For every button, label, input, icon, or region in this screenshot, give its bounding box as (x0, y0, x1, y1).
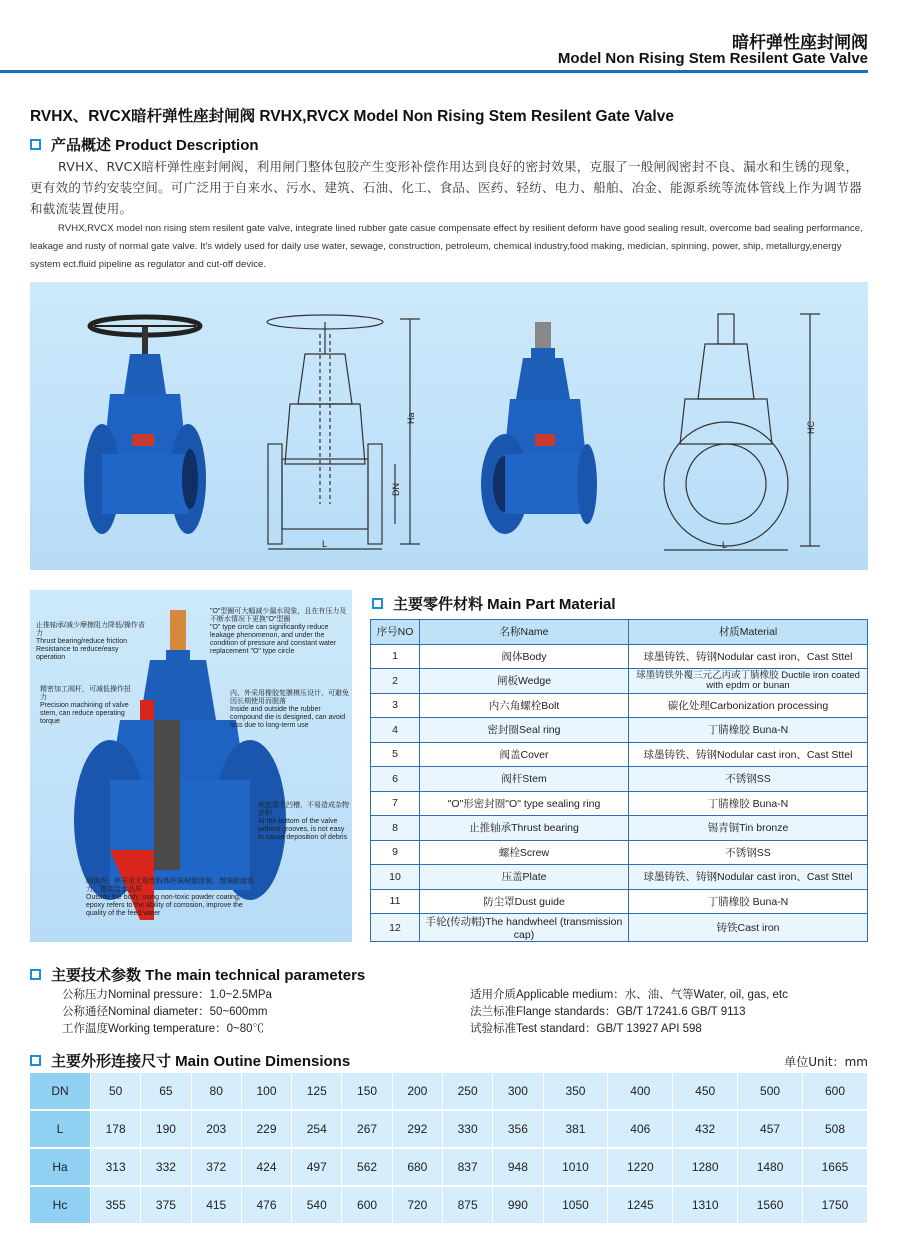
table-cell: 200 (392, 1073, 442, 1110)
dimensions-table (30, 1073, 868, 1225)
cell-material: 球墨铸铁、铸钢Nodular cast iron、Cast Sttel (629, 644, 868, 669)
table-row (371, 644, 868, 669)
cell-material: 球墨铸铁、铸钢Nodular cast iron、Cast Sttel (629, 865, 868, 890)
table-cell: 229 (241, 1110, 291, 1148)
section-main-dimensions (30, 1050, 350, 1071)
params-right (470, 987, 788, 1038)
cell-name: 阀盖Cover (420, 742, 629, 767)
table-row (30, 1073, 868, 1110)
table-cell: 990 (493, 1186, 543, 1224)
table-row (371, 791, 868, 816)
table-cell: 1480 (738, 1148, 803, 1186)
table-cell: 875 (442, 1186, 492, 1224)
cell-name: 阀体Body (420, 644, 629, 669)
table-cell: 1560 (738, 1186, 803, 1224)
square-bullet-icon (30, 969, 41, 980)
cutaway-label-bottom (258, 802, 350, 842)
table-cell: 100 (241, 1073, 291, 1110)
header-title-en: Model Non Rising Stem Resilent Gate Valve (557, 50, 868, 67)
table-cell: 400 (608, 1073, 673, 1110)
cell-no: 9 (371, 840, 420, 865)
table-cell: 837 (442, 1148, 492, 1186)
table-cell: 1310 (673, 1186, 738, 1224)
table-cell: 178 (91, 1110, 141, 1148)
cell-no: 10 (371, 865, 420, 890)
table-header-row (371, 620, 868, 645)
table-cell: 720 (392, 1186, 442, 1224)
table-cell: 600 (802, 1073, 867, 1110)
cell-name: "O"形密封圈"O" type sealing ring (420, 791, 629, 816)
table-cell: 1750 (802, 1186, 867, 1224)
table-cell: 1010 (543, 1148, 608, 1186)
square-bullet-icon (372, 598, 383, 609)
cell-material: 碳化处理Carbonization processing (629, 693, 868, 718)
cell-name: 阀杆Stem (420, 767, 629, 792)
cutaway-label-oring-en: "O" type circle can significantly reduce leakage phenomenon, and under the condition of pressure and constant water replacement "O" type circle (210, 624, 337, 655)
cell-no: 1 (371, 644, 420, 669)
cell-name: 内六角螺栓Bolt (420, 693, 629, 718)
row-header: L (30, 1110, 91, 1148)
param-nominal-pressure: 公称压力Nominal pressure：1.0~2.5MPa (62, 989, 272, 1001)
header-title-cn: 暗杆弹性座封闸阀 (732, 33, 868, 53)
cell-name: 闸板Wedge (420, 669, 629, 694)
cell-name: 防尘罩Dust guide (420, 889, 629, 914)
table-cell: 600 (342, 1186, 392, 1224)
param-applicable-medium: 适用介质Applicable medium：水、油、气等Water, oil, gas, etc (470, 989, 788, 1001)
drawing-label-hc: HC (806, 421, 816, 434)
cell-name: 螺栓Screw (420, 840, 629, 865)
table-cell: 330 (442, 1110, 492, 1148)
square-bullet-icon (30, 139, 41, 150)
col-header-material: 材质Material (629, 620, 868, 645)
table-cell: 292 (392, 1110, 442, 1148)
table-cell: 457 (738, 1110, 803, 1148)
table-cell: 1050 (543, 1186, 608, 1224)
header-divider (0, 70, 868, 73)
table-row (371, 767, 868, 792)
square-bullet-icon (30, 1055, 41, 1066)
table-row (30, 1186, 868, 1224)
row-header: Ha (30, 1148, 91, 1186)
cutaway-label-rubber (230, 690, 350, 730)
table-cell: 500 (738, 1073, 803, 1110)
drawing-label-ha: Ha (406, 412, 416, 424)
table-cell: 680 (392, 1148, 442, 1186)
table-cell: 424 (241, 1148, 291, 1186)
table-row (371, 865, 868, 890)
cutaway-label-stem-cn: 精密加工阀杆，可减低操作扭力 (40, 686, 131, 701)
table-cell: 150 (342, 1073, 392, 1110)
cell-no: 5 (371, 742, 420, 767)
table-cell: 356 (493, 1110, 543, 1148)
cell-name: 密封圈Seal ring (420, 718, 629, 743)
table-cell: 332 (141, 1148, 191, 1186)
cell-material: 锡青铜Tin bronze (629, 816, 868, 841)
parts-material-table (370, 619, 868, 942)
cell-no: 3 (371, 693, 420, 718)
table-cell: 1665 (802, 1148, 867, 1186)
table-row (371, 889, 868, 914)
cell-material: 球墨铸铁、铸钢Nodular cast iron、Cast Sttel (629, 742, 868, 767)
table-cell: 415 (191, 1186, 241, 1224)
table-cell: 125 (292, 1073, 342, 1110)
param-working-temperature: 工作温度Working temperature：0~80℃ (62, 1023, 265, 1035)
params-left (62, 987, 272, 1038)
main-title: RVHX、RVCX暗杆弹性座封闸阀 RVHX,RVCX Model Non Rising Stem Resilent Gate Valve (30, 108, 674, 125)
section-heading: 主要外形连接尺寸 Main Outine Dimensions (51, 1053, 351, 1070)
cutaway-label-thrust-en: Thrust bearing/reduce friction Resistance to reduce/easy operation (36, 638, 128, 661)
cutaway-label-oring (210, 608, 350, 656)
valve-photo-handwheel (80, 304, 210, 554)
table-row (371, 693, 868, 718)
cutaway-label-stem (40, 686, 136, 726)
table-cell: 540 (292, 1186, 342, 1224)
cutaway-diagram-panel (30, 590, 352, 942)
table-cell: 190 (141, 1110, 191, 1148)
section-heading: 主要技术参数 The main technical parameters (51, 967, 366, 984)
cell-material: 丁腈橡胶 Buna-N (629, 889, 868, 914)
cutaway-label-rubber-en: Inside and outside the rubber compound die is designed, can avoid loss due to long-term use (230, 706, 346, 729)
table-cell: 350 (543, 1073, 608, 1110)
cell-material: 球墨铸铁外覆三元乙丙或丁腈橡胶 Ductile iron coated with epdm or bunan (629, 669, 868, 694)
table-cell: 300 (493, 1073, 543, 1110)
cutaway-label-bottom-en: At the bottom of the valve without grooves, is not easy to cause deposition of debris (258, 818, 348, 841)
cell-name: 手轮(传动帽)The handwheel (transmission cap) (420, 914, 629, 942)
cutaway-label-bottom-cn: 阀底部无凹槽，不易造成杂物淤积 (258, 802, 349, 817)
cell-no: 11 (371, 889, 420, 914)
cutaway-label-coating (86, 878, 256, 918)
param-test-standard: 试验标准Test standard：GB/T 13927 API 598 (470, 1023, 702, 1035)
cell-no: 6 (371, 767, 420, 792)
table-cell: 948 (493, 1148, 543, 1186)
row-header: Hc (30, 1186, 91, 1224)
cell-no: 12 (371, 914, 420, 942)
section-product-description (30, 134, 259, 155)
table-row (30, 1148, 868, 1186)
table-row (371, 669, 868, 694)
cell-material: 不锈钢SS (629, 840, 868, 865)
drawing-label-dn: DN (391, 483, 401, 496)
table-row (371, 914, 868, 942)
table-row (371, 742, 868, 767)
product-images-panel (30, 282, 868, 570)
table-cell: 80 (191, 1073, 241, 1110)
table-cell: 508 (802, 1110, 867, 1148)
valve-dimension-drawing-ha (260, 304, 430, 554)
section-technical-parameters (30, 964, 365, 985)
cutaway-label-rubber-cn: 内、外采用橡胶复膜模压设计，可避免因长期使用而脱落 (230, 690, 349, 705)
table-cell: 375 (141, 1186, 191, 1224)
cell-material: 铸铁Cast iron (629, 914, 868, 942)
table-cell: 562 (342, 1148, 392, 1186)
table-cell: 432 (673, 1110, 738, 1148)
section-heading: 产品概述 Product Description (51, 137, 259, 154)
table-cell: 406 (608, 1110, 673, 1148)
table-cell: 254 (292, 1110, 342, 1148)
table-cell: 355 (91, 1186, 141, 1224)
cutaway-label-thrust (36, 622, 148, 662)
cell-material: 丁腈橡胶 Buna-N (629, 791, 868, 816)
cell-no: 2 (371, 669, 420, 694)
col-header-no: 序号NO (371, 620, 420, 645)
table-row (371, 840, 868, 865)
cutaway-label-oring-cn: "O"型圈可大幅减少漏水现象，且在有压力及不断水情况下更换"O"型圈 (210, 608, 347, 623)
cutaway-label-coating-cn: 阀体内、外采用无毒性粉体环氧树脂涂装，增强耐腐蚀力，提高给水品质 (86, 878, 254, 893)
table-row (371, 718, 868, 743)
unit-label: 单位Unit：mm (784, 1055, 868, 1069)
table-cell: 381 (543, 1110, 608, 1148)
valve-dimension-drawing-hc (650, 304, 830, 554)
cell-material: 不锈钢SS (629, 767, 868, 792)
table-cell: 497 (292, 1148, 342, 1186)
table-cell: 50 (91, 1073, 141, 1110)
section-heading: 主要零件材料 Main Part Material (393, 596, 616, 613)
param-nominal-diameter: 公称通径Nominal diameter：50~600mm (62, 1006, 268, 1018)
section-main-part-material (372, 593, 616, 614)
cell-name: 压盖Plate (420, 865, 629, 890)
cell-material: 丁腈橡胶 Buna-N (629, 718, 868, 743)
cutaway-label-stem-en: Precision machining of valve stem, can reduce operating torque (40, 702, 129, 725)
table-cell: 1280 (673, 1148, 738, 1186)
cell-no: 7 (371, 791, 420, 816)
table-cell: 1220 (608, 1148, 673, 1186)
table-row (371, 816, 868, 841)
table-cell: 65 (141, 1073, 191, 1110)
row-header: DN (30, 1073, 91, 1110)
cell-no: 4 (371, 718, 420, 743)
description-cn: RVHX、RVCX暗杆弹性座封闸阀，利用闸门整体包胶产生变形补偿作用达到良好的密封效果，克服了一般闸阀密封不良、漏水和生锈的现象，更有效的节约安装空间。可广泛用于自来水、污水、建筑、石油、化工、食品、医药、轻纺、电力、船舶、冶金、能源系统等流体管线上作为调节器和截流装置使用。 (30, 159, 863, 216)
table-cell: 267 (342, 1110, 392, 1148)
valve-photo-cap (475, 304, 615, 554)
cell-no: 8 (371, 816, 420, 841)
table-cell: 203 (191, 1110, 241, 1148)
table-cell: 1245 (608, 1186, 673, 1224)
cell-name: 止推轴承Thrust bearing (420, 816, 629, 841)
cutaway-label-coating-en: Outside the body, using non-toxic powder coating, epoxy refers to the ability of corrosion, improve the quality of the feed water (86, 894, 243, 917)
table-cell: 313 (91, 1148, 141, 1186)
table-row (30, 1110, 868, 1148)
col-header-name: 名称Name (420, 620, 629, 645)
table-cell: 450 (673, 1073, 738, 1110)
table-cell: 372 (191, 1148, 241, 1186)
table-cell: 250 (442, 1073, 492, 1110)
drawing-label-l2: L (722, 540, 728, 550)
table-cell: 476 (241, 1186, 291, 1224)
description-en: RVHX,RVCX model non rising stem resilent gate valve, integrate lined rubber gate casue compensate effect by resilient deform have good sealing result, overcome bad sealing performance, leakage and rusty of normal gate valve. It's widely used for daily use water, sewage, construction, petroleum, chemical industry,food making, medician, spinning, power, ship, metallurgy,energy system ect.fluid pipeline as regulator and cut-off device. (30, 223, 863, 270)
param-flange-standards: 法兰标准Flange standards：GB/T 17241.6 GB/T 9113 (470, 1006, 746, 1018)
cutaway-label-thrust-cn: 止推轴承/减少摩擦阻力降低/操作省力 (36, 622, 145, 637)
drawing-label-l: L (322, 539, 328, 549)
